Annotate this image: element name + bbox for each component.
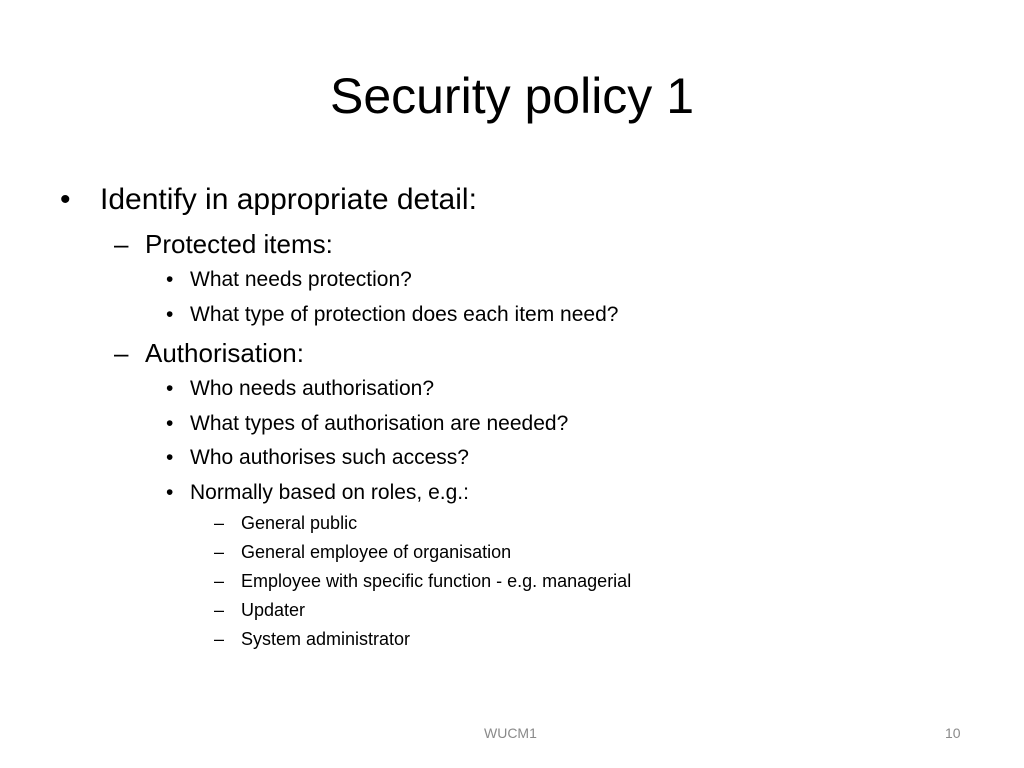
role-updater: Updater (241, 600, 306, 620)
bullet-what-needs-protection: What needs protection? (190, 268, 412, 291)
bullet-marker: • (166, 268, 174, 291)
dash-marker: – (214, 542, 225, 562)
footer-text: WUCM1 (484, 725, 537, 741)
bullet-marker: • (166, 412, 174, 435)
bullet-authorisation: Authorisation: (145, 338, 304, 368)
bullet-marker: • (166, 377, 174, 400)
bullet-marker: • (166, 446, 174, 469)
role-general-public: General public (241, 513, 358, 533)
bullet-protected-items: Protected items: (145, 229, 333, 259)
bullet-marker: • (60, 183, 71, 216)
bullet-what-types-authorisation: What types of authorisation are needed? (190, 412, 569, 435)
dash-marker: – (214, 629, 225, 649)
bullet-what-type-protection: What type of protection does each item need? (190, 303, 619, 326)
role-system-administrator: System administrator (241, 629, 411, 649)
slide-number: 10 (945, 725, 961, 741)
bullet-normally-based-on-roles: Normally based on roles, e.g.: (190, 481, 469, 504)
bullet-marker: • (166, 303, 174, 326)
dash-marker: – (114, 338, 129, 368)
dash-marker: – (214, 513, 225, 533)
bullet-marker: • (166, 481, 174, 504)
bullet-who-authorises: Who authorises such access? (190, 446, 469, 469)
bullet-identify: Identify in appropriate detail: (100, 183, 477, 216)
dash-marker: – (214, 571, 225, 591)
bullet-who-needs-authorisation: Who needs authorisation? (190, 377, 434, 400)
dash-marker: – (214, 600, 225, 620)
role-employee-specific-function: Employee with specific function - e.g. managerial (241, 571, 632, 591)
dash-marker: – (114, 229, 129, 259)
role-general-employee: General employee of organisation (241, 542, 512, 562)
slide-title: Security policy 1 (329, 68, 695, 124)
